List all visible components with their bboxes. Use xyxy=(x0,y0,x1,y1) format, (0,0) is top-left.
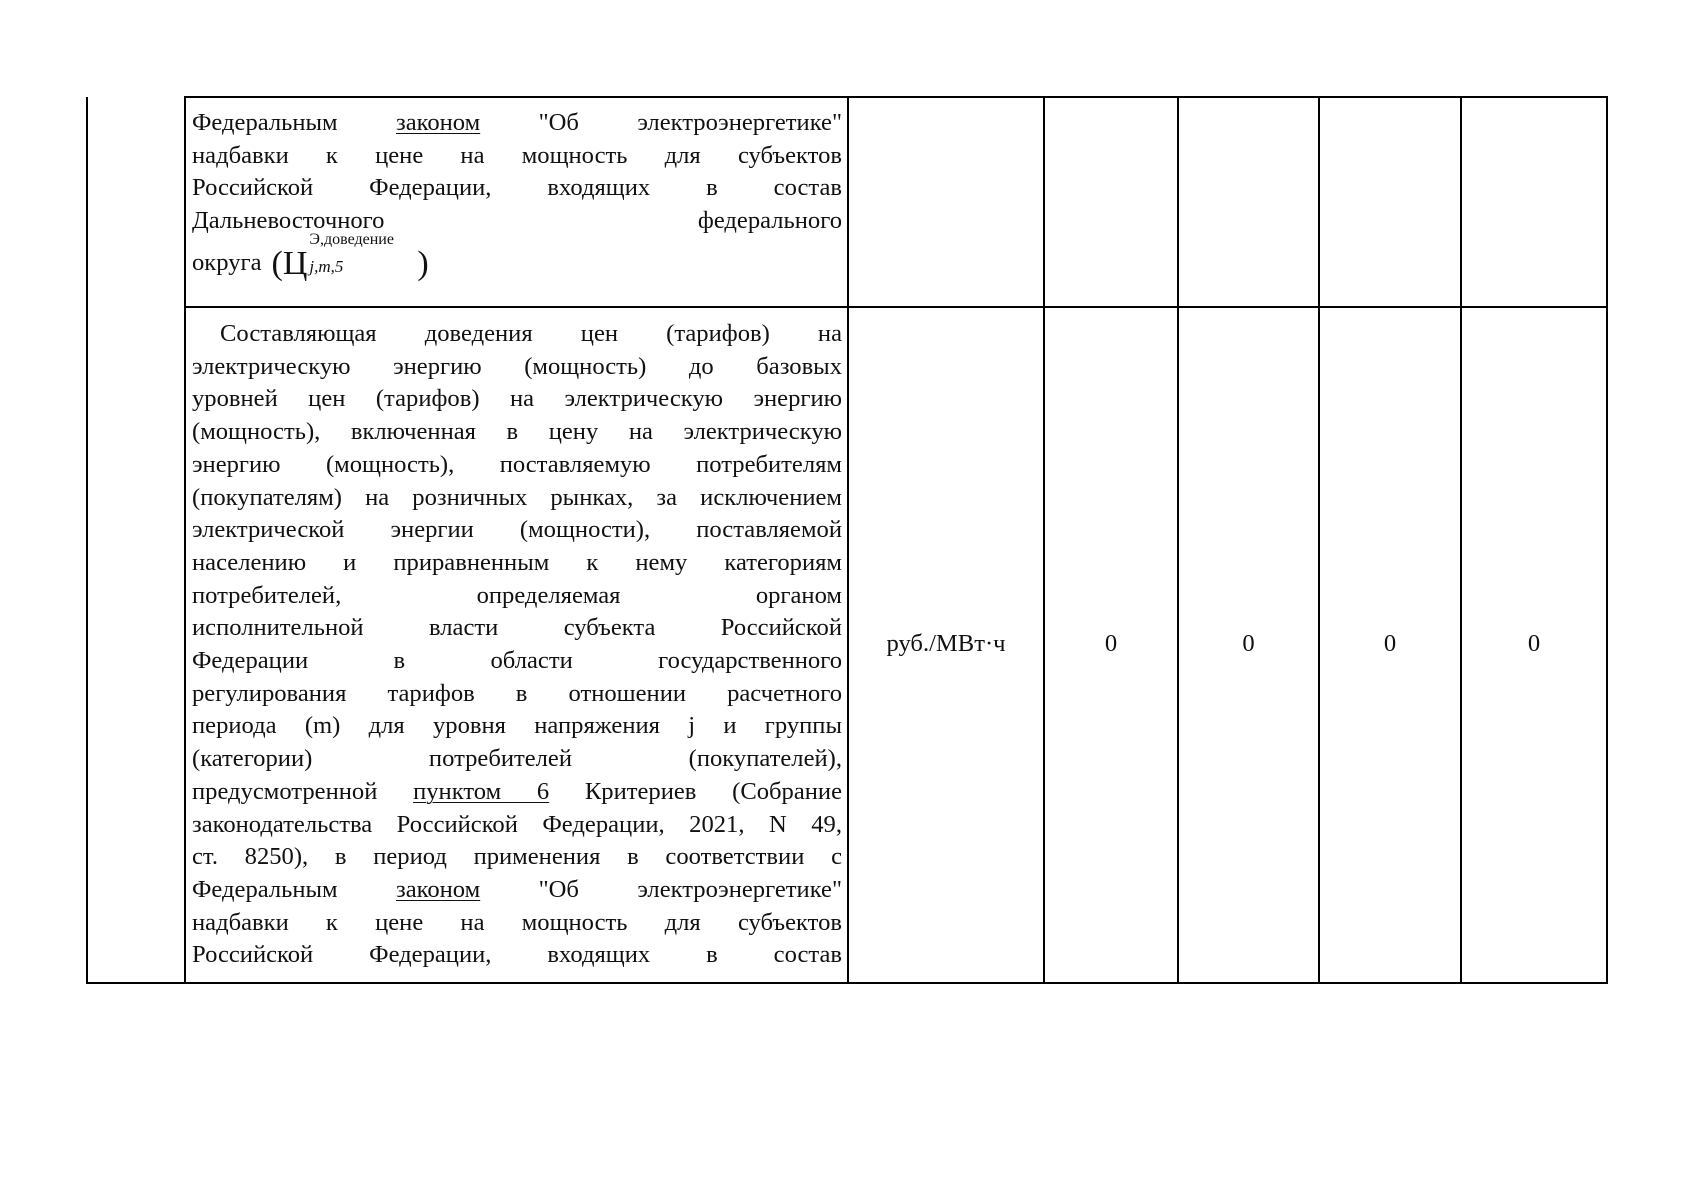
row2-line-6: (покупателям) на розничных рынках, за исключением xyxy=(192,483,842,511)
row1-line-2: надбавки к цене на мощность для субъектов xyxy=(192,141,842,169)
row2-line-10: исполнительной власти субъекта Российской xyxy=(192,614,842,642)
row2-line-9: потребителей, определяемая органом xyxy=(192,581,842,609)
row1-line-3: Российской Федерации, входящих в состав xyxy=(192,174,842,202)
price-formula: (Ц Э,доведение j,m,5 ) xyxy=(271,230,429,282)
table-column-divider-6 xyxy=(1460,97,1462,983)
law-link-1[interactable]: законом xyxy=(396,109,481,136)
value-cell-1: 0 xyxy=(1104,630,1118,657)
row2-line-16: законодательства Российской Федерации, 2021, N 49, xyxy=(192,810,842,838)
row2-line-1: Составляющая доведения цен (тарифов) на xyxy=(220,320,842,347)
row2-line-7: электрической энергии (мощности), поставляемой xyxy=(192,516,842,544)
row2-line-15: предусмотренной пунктом 6 Критериев (Собрание xyxy=(192,777,842,805)
row2-line-3: уровней цен (тарифов) на электрическую энергию xyxy=(192,385,842,413)
row2-line-2: электрическую энергию (мощность) до базовых xyxy=(192,352,842,380)
table-bottom-border xyxy=(86,982,1608,984)
table-column-divider-4 xyxy=(1177,97,1179,983)
table-right-border xyxy=(1606,97,1608,983)
row1-description xyxy=(192,107,842,281)
row2-line-19: надбавки к цене на мощность для субъектов xyxy=(192,908,842,936)
table-column-divider-1 xyxy=(184,97,186,983)
row2-line-18: Федеральным законом "Об электроэнергетике" xyxy=(192,875,842,903)
table-top-border xyxy=(184,96,1608,98)
row2-line-17: ст. 8250), в период применения в соответствии с xyxy=(192,843,842,871)
unit-cell: руб./МВт·ч xyxy=(886,630,1006,657)
row2-line-14: (категории) потребителей (покупателей), xyxy=(192,745,842,773)
law-link-2[interactable]: законом xyxy=(396,875,481,903)
value-cell-4: 0 xyxy=(1527,630,1541,657)
row2-line-4: (мощность), включенная в цену на электрическую xyxy=(192,418,842,446)
row2-line-20: Российской Федерации, входящих в состав xyxy=(192,941,842,969)
table-column-divider-5 xyxy=(1318,97,1320,983)
row2-line-5: энергию (мощность), поставляемую потребителям xyxy=(192,450,842,478)
row1-line-5: округа (Ц Э,доведение j,m,5 ) xyxy=(192,230,429,282)
table-left-border xyxy=(86,97,88,983)
value-cell-2: 0 xyxy=(1242,630,1255,657)
value-cell-3: 0 xyxy=(1383,630,1397,657)
clause-link[interactable]: пунктом 6 xyxy=(413,777,550,805)
row2-line-13: периода (m) для уровня напряжения j и группы xyxy=(192,712,842,740)
row2-description xyxy=(192,318,842,972)
table-column-divider-3 xyxy=(1043,97,1045,983)
row1-line-1: Федеральным законом "Об электроэнергетике" xyxy=(192,109,842,136)
table-column-divider-2 xyxy=(847,97,849,983)
table-row-divider xyxy=(184,306,1608,308)
row2-line-11: Федерации в области государственного xyxy=(192,647,842,675)
row1-line-4: Дальневосточного федерального xyxy=(192,207,842,235)
row2-line-8: населению и приравненным к нему категориям xyxy=(192,548,842,576)
formula-subscript: j,m,5 xyxy=(309,256,344,276)
formula-superscript: Э,доведение xyxy=(309,230,394,248)
row2-line-12: регулирования тарифов в отношении расчетного xyxy=(192,679,842,707)
